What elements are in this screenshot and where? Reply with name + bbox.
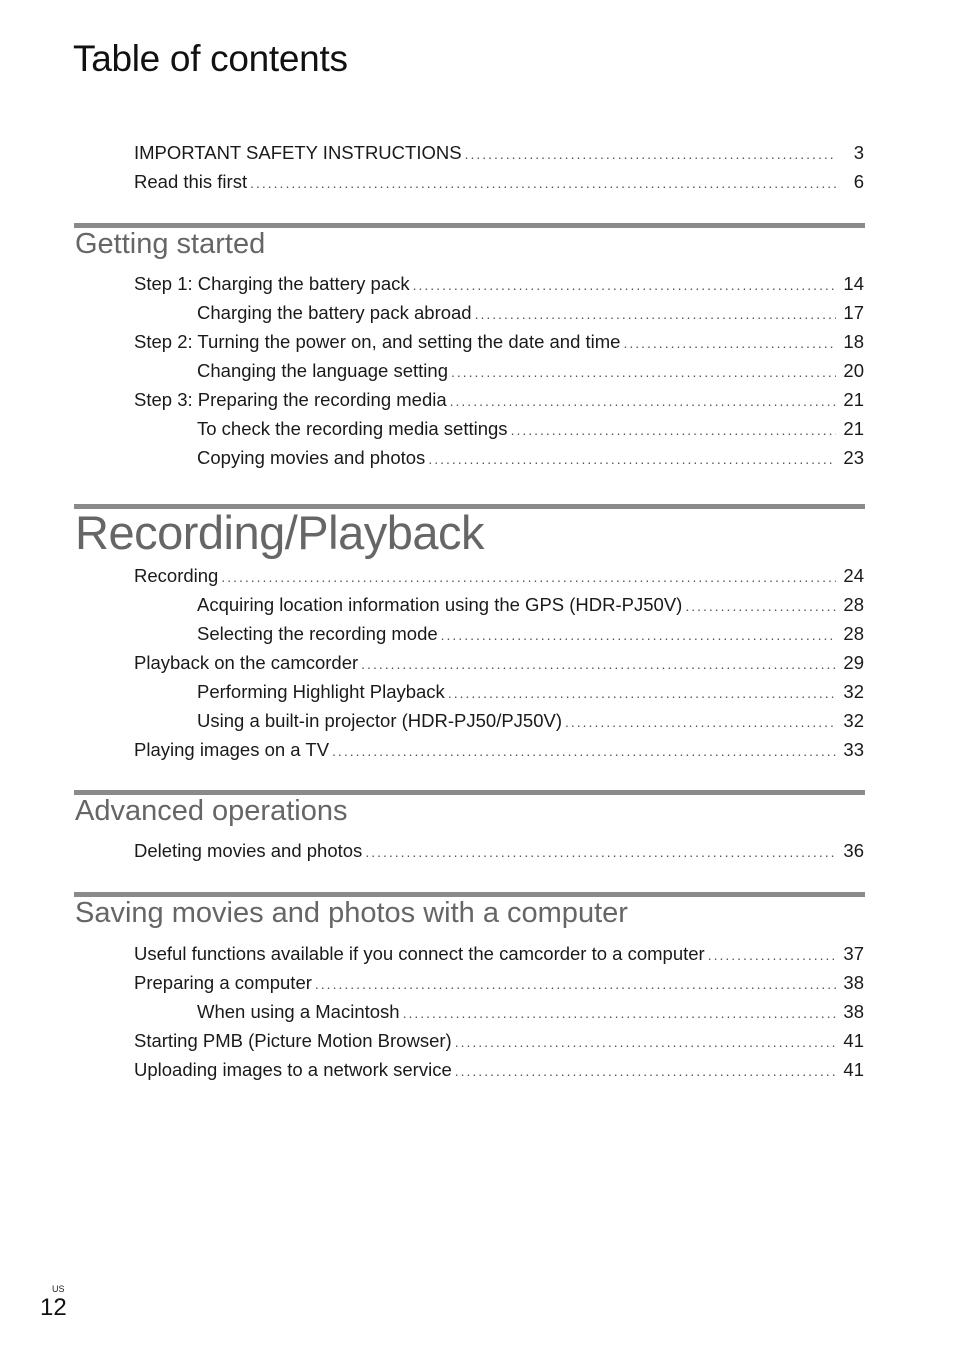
leader-dots <box>448 685 836 701</box>
toc-entry-page: 41 <box>843 1030 864 1051</box>
leader-dots <box>250 175 836 191</box>
toc-entry-title: Selecting the recording mode <box>197 623 438 644</box>
toc-section-getting-started <box>134 273 864 476</box>
toc-entry[interactable] <box>134 565 864 594</box>
toc-entry-title: Playing images on a TV <box>134 739 330 760</box>
leader-dots <box>708 947 836 963</box>
toc-entry-page: 3 <box>853 142 864 163</box>
toc-entry[interactable] <box>134 1001 864 1030</box>
toc-section-saving-movies <box>134 943 864 1088</box>
section-title-saving-movies: Saving movies and photos with a computer <box>75 897 628 929</box>
leader-dots <box>565 714 836 730</box>
toc-entry-title: Read this first <box>134 171 248 192</box>
section-title-advanced-operations: Advanced operations <box>75 795 348 827</box>
toc-entry-page: 28 <box>843 594 864 615</box>
toc-entry-title: Uploading images to a network service <box>134 1059 452 1080</box>
region-code: US <box>52 1284 65 1294</box>
toc-entry-page: 37 <box>843 943 864 964</box>
toc-entry[interactable] <box>134 1059 864 1088</box>
toc-entry-page: 36 <box>843 840 864 861</box>
toc-entry-title: Preparing a computer <box>134 972 312 993</box>
toc-entry-page: 20 <box>843 360 864 381</box>
leader-dots <box>428 451 836 467</box>
page-title: Table of contents <box>73 38 348 79</box>
toc-entry[interactable] <box>134 273 864 302</box>
toc-entry-page: 17 <box>843 302 864 323</box>
toc-entry-title: Step 1: Charging the battery pack <box>134 273 410 294</box>
toc-entry-page: 33 <box>843 739 864 760</box>
leader-dots <box>511 422 836 438</box>
leader-dots <box>685 598 836 614</box>
toc-entry-page: 23 <box>843 447 864 468</box>
toc-entry-title: Performing Highlight Playback <box>197 681 445 702</box>
toc-entry-title: When using a Macintosh <box>197 1001 400 1022</box>
toc-entry-page: 18 <box>843 331 864 352</box>
toc-entry[interactable] <box>134 418 864 447</box>
leader-dots <box>450 393 836 409</box>
toc-entry[interactable] <box>134 302 864 331</box>
toc-entry-title: Changing the language setting <box>197 360 448 381</box>
leader-dots <box>365 844 836 860</box>
toc-entry-page: 41 <box>843 1059 864 1080</box>
toc-entry-page: 21 <box>843 418 864 439</box>
leader-dots <box>332 743 836 759</box>
leader-dots <box>455 1034 836 1050</box>
toc-section-recording-playback <box>134 565 864 768</box>
leader-dots <box>361 656 836 672</box>
toc-entry[interactable] <box>134 710 864 739</box>
toc-entry-page: 38 <box>843 1001 864 1022</box>
leader-dots <box>623 335 836 351</box>
toc-entry-page: 28 <box>843 623 864 644</box>
toc-entry[interactable] <box>134 171 864 200</box>
toc-entry-page: 32 <box>843 681 864 702</box>
leader-dots <box>465 146 836 162</box>
toc-entry-page: 6 <box>853 171 864 192</box>
leader-dots <box>441 627 836 643</box>
page-number: 12 <box>40 1294 67 1321</box>
toc-entry[interactable] <box>134 972 864 1001</box>
toc-entry[interactable] <box>134 594 864 623</box>
toc-entry-title: Charging the battery pack abroad <box>197 302 472 323</box>
toc-entry-title: Starting PMB (Picture Motion Browser) <box>134 1030 452 1051</box>
toc-entry-title: IMPORTANT SAFETY INSTRUCTIONS <box>134 142 462 163</box>
toc-entry-title: Step 3: Preparing the recording media <box>134 389 447 410</box>
toc-entry-title: Deleting movies and photos <box>134 840 363 861</box>
toc-entry-page: 14 <box>843 273 864 294</box>
toc-entry-title: Step 2: Turning the power on, and setting the date and time <box>134 331 621 352</box>
leader-dots <box>451 364 836 380</box>
toc-entry-title: To check the recording media settings <box>197 418 508 439</box>
toc-entry[interactable] <box>134 739 864 768</box>
toc-entry-title: Acquiring location information using the GPS (HDR-PJ50V) <box>197 594 683 615</box>
toc-entry-title: Playback on the camcorder <box>134 652 359 673</box>
toc-entry-page: 38 <box>843 972 864 993</box>
toc-intro <box>134 142 864 200</box>
toc-entry[interactable] <box>134 623 864 652</box>
toc-entry-page: 21 <box>843 389 864 410</box>
toc-entry-page: 32 <box>843 710 864 731</box>
toc-entry[interactable] <box>134 389 864 418</box>
leader-dots <box>403 1005 836 1021</box>
toc-entry-title: Useful functions available if you connect the camcorder to a computer <box>134 943 705 964</box>
leader-dots <box>221 569 836 585</box>
toc-entry[interactable] <box>134 331 864 360</box>
toc-entry[interactable] <box>134 681 864 710</box>
toc-entry[interactable] <box>134 652 864 681</box>
toc-entry-title: Copying movies and photos <box>197 447 426 468</box>
toc-entry-title: Using a built-in projector (HDR-PJ50/PJ50V) <box>197 710 562 731</box>
toc-entry[interactable] <box>134 142 864 171</box>
toc-entry[interactable] <box>134 447 864 476</box>
leader-dots <box>315 976 836 992</box>
section-title-getting-started: Getting started <box>75 228 266 260</box>
toc-entry-title: Recording <box>134 565 219 586</box>
toc-entry-page: 24 <box>843 565 864 586</box>
toc-entry[interactable] <box>134 943 864 972</box>
section-title-recording-playback: Recording/Playback <box>75 506 484 559</box>
toc-entry[interactable] <box>134 840 864 869</box>
leader-dots <box>455 1063 836 1079</box>
toc-entry[interactable] <box>134 360 864 389</box>
toc-entry[interactable] <box>134 1030 864 1059</box>
leader-dots <box>413 277 836 293</box>
toc-section-advanced-operations <box>134 840 864 869</box>
leader-dots <box>475 306 836 322</box>
toc-entry-page: 29 <box>843 652 864 673</box>
